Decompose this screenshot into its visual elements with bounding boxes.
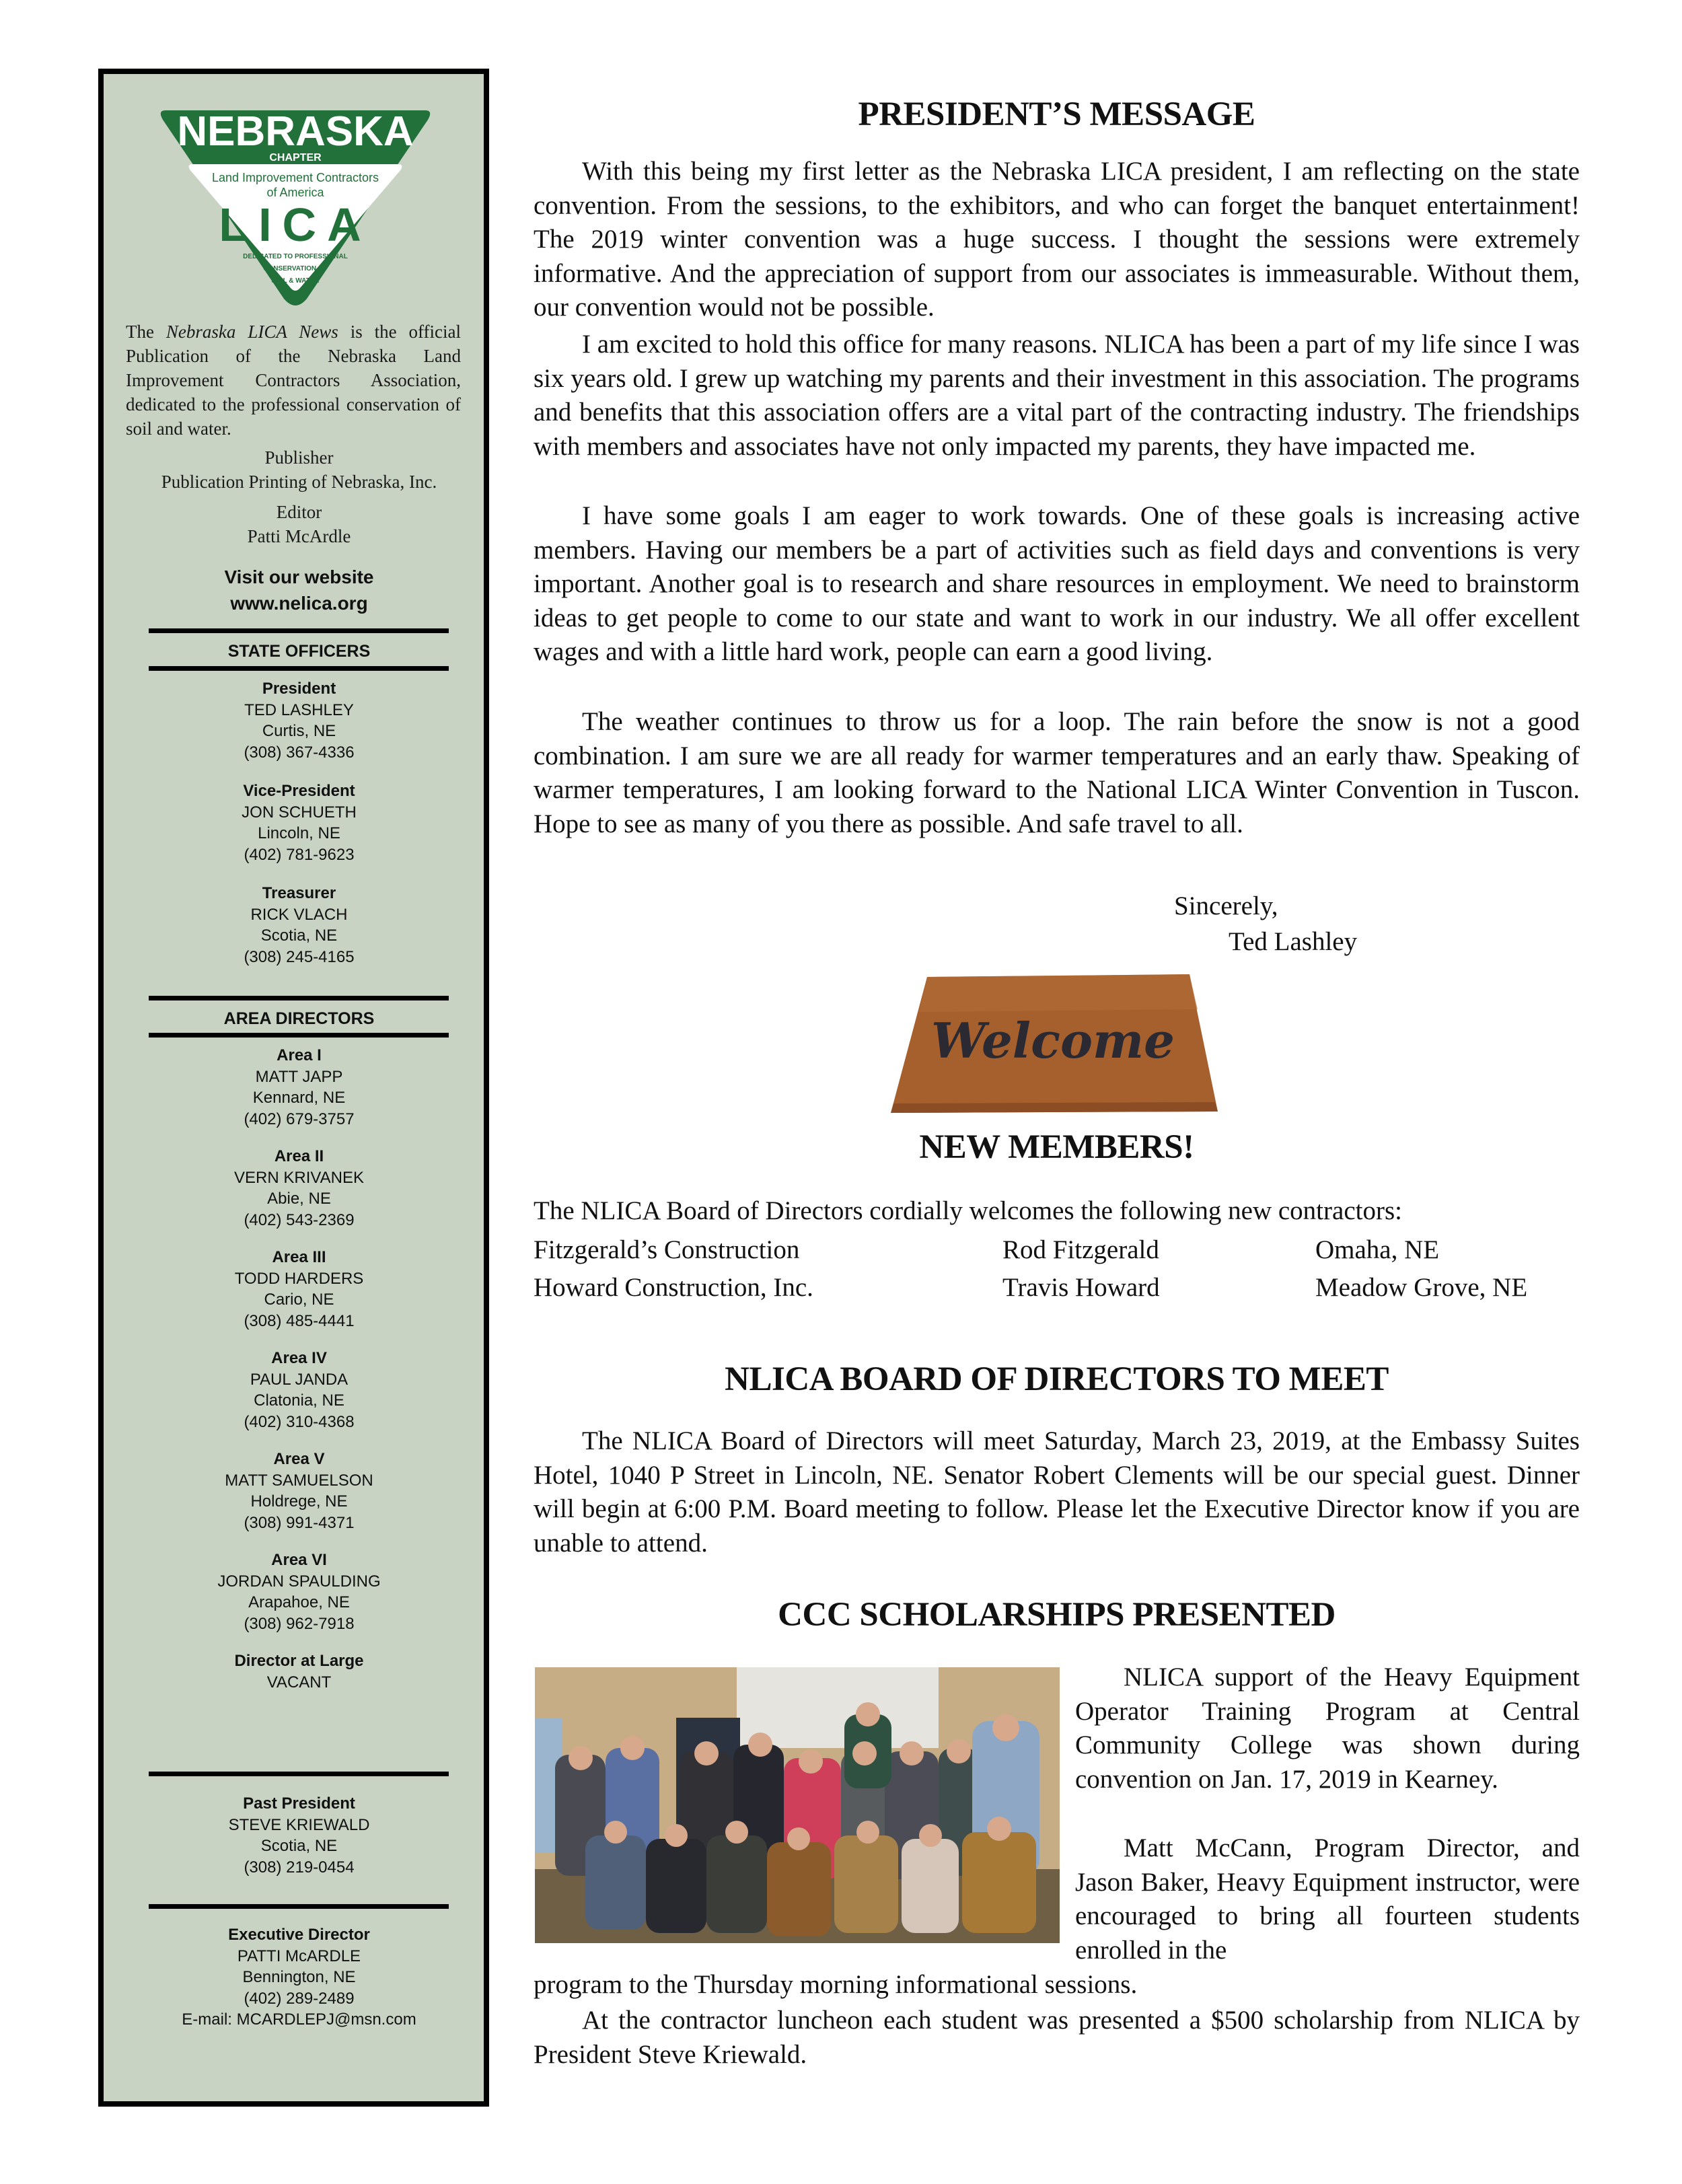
member-contact: Rod Fitzgerald	[1002, 1235, 1159, 1264]
divider	[149, 1772, 449, 1776]
officer-phone: (308) 245-4165	[244, 947, 355, 966]
divider	[149, 666, 449, 671]
member-row	[534, 1269, 1580, 1307]
closing: Sincerely,	[1174, 891, 1278, 920]
director-name: TODD HARDERS	[234, 1269, 364, 1288]
director-entry	[104, 1550, 495, 1634]
director-city: Cario, NE	[264, 1290, 334, 1309]
director-name: JORDAN SPAULDING	[217, 1572, 381, 1591]
member-city: Meadow Grove, NE	[1315, 1273, 1528, 1302]
director-city: Abie, NE	[267, 1190, 331, 1208]
editor-label: Editor	[276, 502, 322, 522]
officer-role: Vice-President	[243, 782, 355, 800]
director-entry	[104, 1146, 495, 1231]
director-area: Area II	[274, 1147, 324, 1165]
director-city: Kennard, NE	[252, 1089, 346, 1107]
officer-name: RICK VLACH	[250, 905, 348, 924]
director-city: Arapahoe, NE	[248, 1593, 350, 1611]
state-officers-heading: STATE OFFICERS	[227, 642, 371, 661]
scholarship-paragraph: Matt McCann, Program Director, and Jason Baker, Heavy Equipment instructor, were encouraged to bring all fourteen students enrolled in the	[1075, 1833, 1580, 1965]
officer-entry	[104, 780, 495, 865]
director-phone: (402) 679-3757	[244, 1109, 355, 1128]
director-city: Clatonia, NE	[254, 1391, 344, 1410]
past-president-role: Past President	[243, 1794, 355, 1813]
president-paragraph: I am excited to hold this office for many reasons. NLICA has been a part of my life since I was six years old. I grew up watching my parents and their investment in this association. The programs and benefits that this association offers are a vital part of the contracting industry. The friendships with members and associates have not only impacted my parents, they have impacted me.	[534, 330, 1580, 461]
director-phone: (308) 991-4371	[244, 1513, 355, 1532]
director-name: MATT SAMUELSON	[225, 1471, 373, 1490]
member-company: Howard Construction, Inc.	[534, 1273, 813, 1302]
director-name: VACANT	[266, 1673, 332, 1691]
past-president-name: STEVE KRIEWALD	[228, 1815, 370, 1834]
new-members-intro: The NLICA Board of Directors cordially welcomes the following new contractors:	[534, 1196, 1402, 1225]
director-entry	[104, 1247, 495, 1332]
director-entry	[104, 1348, 495, 1432]
director-area: Area IV	[271, 1349, 327, 1367]
director-area: Area III	[272, 1248, 326, 1266]
lica-triangle-icon	[151, 98, 440, 307]
executive-director-city: Bennington, NE	[242, 1968, 356, 1986]
director-name: VERN KRIVANEK	[234, 1168, 364, 1187]
scholarships-title: CCC SCHOLARSHIPS PRESENTED	[778, 1596, 1336, 1634]
welcome-text: Welcome	[930, 1012, 1175, 1069]
editor-name: Patti McArdle	[247, 526, 351, 546]
officer-city: Lincoln, NE	[258, 824, 340, 842]
director-at-large-entry	[104, 1650, 495, 1693]
svg-text:SOIL & WATER: SOIL & WATER	[271, 277, 320, 285]
svg-text:NEBRASKA: NEBRASKA	[177, 108, 414, 155]
director-phone: (402) 310-4368	[244, 1412, 355, 1431]
director-role: Director at Large	[234, 1652, 364, 1670]
divider	[149, 1033, 449, 1038]
board-meeting-paragraph: The NLICA Board of Directors will meet Saturday, March 23, 2019, at the Embassy Suites Hotel, 1040 P Street in Lincoln, NE. Senator Robert Clements will be our special guest. Dinner will begin at 6:00 P.M. Board meeting to follow. Please let the Executive Director know if you are unable to attend.	[534, 1426, 1580, 1558]
board-meeting-title: NLICA BOARD OF DIRECTORS TO MEET	[725, 1360, 1389, 1398]
executive-director-email[interactable]: E-mail: MCARDLEPJ@msn.com	[182, 2010, 416, 2029]
divider	[149, 996, 449, 1000]
scholarship-paragraph-continued: program to the Thursday morning informational sessions.	[534, 1970, 1138, 1999]
president-paragraph: I have some goals I am eager to work towards. One of these goals is increasing active members. Having our members be a part of activities such as field days and conventions is very important. Another goal is to research and share resources in employment. We need to brainstorm ideas to get people to come to our state and want to work in our industry. We all offer excellent wages and with a little hard work, people can earn a good living.	[534, 501, 1580, 666]
website-link[interactable]: www.nelica.org	[230, 593, 368, 614]
president-paragraph: The weather continues to throw us for a loop. The rain before the snow is not a good combination. I am sure we are all ready for warmer temperatures and an early thaw. Speaking of warmer temperatures, I am looking forward to the National LICA Winter Convention in Tuscon. Hope to see as many of you there as possible. And safe travel to all.	[534, 707, 1580, 838]
officer-name: JON SCHUETH	[242, 803, 357, 822]
officer-role: President	[262, 680, 336, 698]
director-city: Holdrege, NE	[250, 1492, 348, 1510]
publisher-name: Publication Printing of Nebraska, Inc.	[161, 472, 437, 492]
member-company: Fitzgerald’s Construction	[534, 1235, 800, 1264]
signature: Ted Lashley	[1229, 927, 1358, 956]
sidebar-panel	[98, 69, 489, 2107]
divider	[149, 1904, 449, 1909]
director-area: Area V	[273, 1450, 325, 1468]
website-label: Visit our website	[224, 567, 374, 587]
svg-text:LICA: LICA	[219, 198, 372, 251]
member-row	[534, 1231, 1580, 1269]
executive-director-entry	[104, 1924, 495, 2031]
svg-text:CONSERVATION OF: CONSERVATION OF	[263, 265, 328, 272]
director-entry	[104, 1045, 495, 1130]
executive-director-name: PATTI McARDLE	[237, 1946, 361, 1965]
past-president-entry	[104, 1793, 495, 1878]
director-phone: (402) 543-2369	[244, 1210, 355, 1229]
officer-role: Treasurer	[262, 884, 336, 902]
executive-director-role: Executive Director	[228, 1926, 370, 1944]
publication-name: Nebraska LICA News	[166, 322, 338, 342]
masthead-lead: The	[126, 322, 166, 342]
director-area: Area VI	[271, 1551, 327, 1569]
svg-text:Land Improvement Contractors: Land Improvement Contractors	[211, 171, 379, 184]
member-city: Omaha, NE	[1315, 1235, 1440, 1264]
new-members-title: NEW MEMBERS!	[919, 1128, 1194, 1166]
svg-text:DEDICATED TO PROFESSIONAL: DEDICATED TO PROFESSIONAL	[243, 253, 348, 260]
svg-text:of America: of America	[266, 186, 324, 199]
svg-text:CHAPTER: CHAPTER	[269, 152, 322, 163]
officer-city: Curtis, NE	[262, 722, 336, 740]
director-phone: (308) 485-4441	[244, 1311, 355, 1330]
past-president-city: Scotia, NE	[260, 1837, 338, 1855]
scholarship-paragraph: NLICA support of the Heavy Equipment Operator Training Program at Central Community College was shown during convention on Jan. 17, 2019 in Kearney.	[1075, 1663, 1580, 1794]
nebraska-lica-logo	[151, 98, 440, 307]
member-contact: Travis Howard	[1002, 1273, 1160, 1302]
masthead-rest: is the official Publication of the Nebraska Land Improvement Contractors Association, dedicated to the professional conservation of soil and water.	[126, 322, 462, 439]
director-phone: (308) 962-7918	[244, 1614, 355, 1633]
area-directors-heading: AREA DIRECTORS	[223, 1009, 375, 1028]
group-photo	[535, 1667, 1060, 1943]
director-entry	[104, 1449, 495, 1533]
director-name: MATT JAPP	[255, 1067, 343, 1086]
new-members-list	[534, 1231, 1580, 1307]
officer-phone: (308) 367-4336	[244, 743, 355, 762]
officer-name: TED LASHLEY	[244, 700, 354, 719]
masthead-statement	[126, 320, 461, 441]
executive-director-phone: (402) 289-2489	[244, 1989, 355, 2008]
director-area: Area I	[277, 1046, 322, 1064]
past-president-phone: (308) 219-0454	[244, 1858, 355, 1877]
publisher-label: Publisher	[264, 447, 334, 468]
president-paragraph: With this being my first letter as the Nebraska LICA president, I am reflecting on the state convention. From the sessions, to the exhibitors, and who can forget the banquet entertainment! The 2019 winter convention was a huge success. I thought the sessions were extremely informative. And the appreciation of support from our associates is immeasurable. Without them, our convention would not be possible.	[534, 157, 1580, 322]
scholarship-paragraph: At the contractor luncheon each student was presented a $500 scholarship from NLICA by President Steve Kriewald.	[534, 2006, 1580, 2069]
officer-phone: (402) 781-9623	[244, 845, 355, 864]
divider	[149, 628, 449, 633]
officer-city: Scotia, NE	[260, 926, 338, 945]
director-name: PAUL JANDA	[250, 1370, 349, 1389]
welcome-mat-image	[881, 962, 1224, 1124]
officer-entry	[104, 678, 495, 763]
officer-entry	[104, 883, 495, 968]
president-message-title: PRESIDENT’S MESSAGE	[858, 96, 1255, 133]
